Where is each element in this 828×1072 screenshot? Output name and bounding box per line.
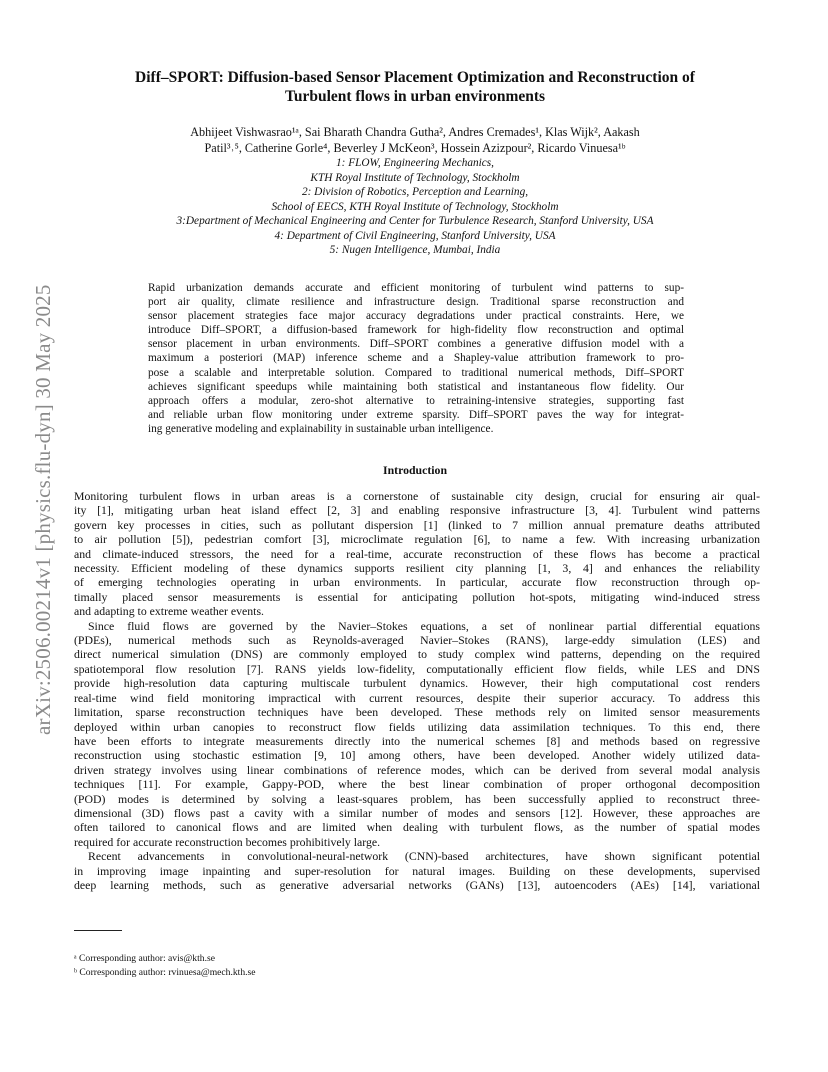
- footnote: ᵃ Corresponding author: avis@kth.se: [74, 953, 215, 964]
- title-line: Turbulent flows in urban environments: [284, 88, 546, 105]
- text-line: have been efforts to integrate measurements directly into the numerical schemes [8] and methods based on regressive: [74, 733, 760, 748]
- text-line: necessity. Efficient modeling of these dynamics supports resilient city planning [1, 3, 4] and enhances the reliability: [74, 561, 760, 576]
- abstract-line: sensor placement in urban environments. Diff–SPORT combines a generative diffusion model with a: [148, 338, 684, 351]
- affiliation-line: 4: Department of Civil Engineering, Stanford University, USA: [274, 229, 556, 242]
- abstract-line: Rapid urbanization demands accurate and efficient monitoring of turbulent wind patterns to sup-: [148, 282, 684, 294]
- title-line: Diff–SPORT: Diffusion-based Sensor Placement Optimization and Reconstruction of: [135, 69, 695, 86]
- author-line: Abhijeet Vishwasrao¹ᵃ, Sai Bharath Chandra Gutha², Andres Cremades¹, Klas Wijk², Aakash: [190, 125, 640, 139]
- footnote: ᵇ Corresponding author: rvinuesa@mech.kth.se: [74, 966, 256, 978]
- affiliation-line: 1: FLOW, Engineering Mechanics,: [335, 157, 495, 169]
- paragraph: [74, 849, 760, 892]
- text-line: timally placed sensor measurements is essential for anticipating pollution hot-spots, mitigating wind-induced stress: [74, 589, 760, 604]
- text-line: driven strategy involves using linear combinations of reference modes, which can be derived from several modal analysis: [74, 762, 760, 777]
- abstract-line: pose a scalable and interpretable solution. Compared to traditional numerical methods, Diff–SPORT: [148, 366, 684, 379]
- affiliations: [92, 156, 738, 258]
- abstract-line: achieves significant speedups while maintaining both statistical and instantaneous flow fidelity. Our: [148, 380, 684, 393]
- text-line: dimensional (3D) flows past a cavity with a similar number of modes and sensors [12]. However, these approaches are: [74, 805, 760, 820]
- text-line: (POD) modes is determined by solving a least-squares problem, has been successfully applied to reconstruct three-: [74, 791, 760, 806]
- text-line: and climate-induced stressors, the need for a real-time, accurate reconstruction of these flows has become a practical: [74, 546, 760, 561]
- text-line: techniques [11]. For example, Gappy-POD, where the best linear combination of proper orthogonal decomposition: [74, 777, 760, 792]
- arxiv-stamp: arXiv:2506.00214v1 [physics.flu-dyn] 30 May 2025: [31, 284, 55, 736]
- text-line: real-time wind field monitoring impractical with current resources, despite their superior accuracy. To address this: [74, 690, 760, 705]
- text-line: required for accurate reconstruction becomes prohibitively large.: [74, 834, 381, 849]
- author-list: [92, 124, 738, 156]
- paragraph: [74, 489, 760, 619]
- affiliation-line: 3:Department of Mechanical Engineering and Center for Turbulence Research, Stanford University, USA: [176, 215, 654, 227]
- text-line: often tailored to canonical flows and are limited when dealing with turbulent flows, as the number of spatial modes: [74, 820, 760, 835]
- abstract-line: and reliable urban flow monitoring under extreme sparsity. Diff–SPORT paves the way for integrat-: [148, 408, 684, 421]
- text-line: Since fluid flows are governed by the Navier–Stokes equations, a set of nonlinear partial differential equations: [88, 618, 760, 633]
- footnote-rule: [74, 930, 122, 931]
- abstract: [148, 281, 684, 436]
- text-line: ity [1], mitigating urban heat island effect [2, 3] and enabling responsive infrastructure [3, 4]. Turbulent wind patterns: [74, 503, 760, 518]
- text-line: to air pollution [5]), pedestrian comfort [3], microclimate regulation [6], to name a few. With increasing urbanization: [74, 532, 760, 547]
- abstract-line: sensor placement strategies face major accuracy degradations under practical constraints. Here, we: [148, 310, 684, 323]
- abstract-line: approach offers a modular, zero-shot alternative to retraining-intensive strategies, supporting fast: [148, 394, 684, 407]
- text-line: limitation, sparse reconstruction techniques have been developed. These methods rely on limited sensor measurements: [74, 705, 760, 720]
- body-text: [74, 489, 760, 892]
- text-line: govern key processes in cities, such as pollutant dispersion [1] (linked to 7 million annual premature deaths attributed: [74, 517, 760, 532]
- abstract-line: port air quality, climate resilience and infrastructure design. Traditional sparse reconstruction and: [148, 296, 684, 309]
- text-line: direct numerical simulation (DNS) are commonly employed to study complex wind patterns, depending on the required: [74, 647, 760, 662]
- text-line: Recent advancements in convolutional-neural-network (CNN)-based architectures, have shown significant potential: [88, 849, 760, 864]
- abstract-line: ing generative modeling and explainability in sustainable urban intelligence.: [148, 422, 494, 435]
- paragraph: [74, 619, 760, 850]
- text-line: in improving image inpainting and super-resolution for natural images. Building on these developments, supervised: [74, 863, 760, 878]
- abstract-line: maximum a posteriori (MAP) inference scheme and a Shapley-value attribution framework to pro-: [148, 352, 684, 365]
- affiliation-line: School of EECS, KTH Royal Institute of Technology, Stockholm: [271, 200, 559, 213]
- text-line: Monitoring turbulent flows in urban areas is a cornerstone of sustainable city design, crucial for ensuring air qual-: [74, 489, 760, 503]
- text-line: spatiotemporal flow resolution [7]. RANS yields low-fidelity, computationally efficient flow fields, while LES and DNS: [74, 661, 760, 676]
- text-line: reconstruction using stochastic estimation [9, 10] among others, have been developed. Another widely utilized data-: [74, 748, 760, 763]
- affiliation-line: 2: Division of Robotics, Perception and Learning,: [301, 186, 529, 198]
- abstract-line: introduce Diff–SPORT, a diffusion-based framework for high-fidelity flow reconstruction and optimal: [148, 324, 684, 337]
- section-heading: Introduction: [382, 463, 448, 477]
- footnotes: [74, 952, 760, 979]
- text-line: and adapting to extreme weather events.: [74, 604, 264, 619]
- text-line: provide high-resolution data capturing multiscale turbulent dynamics. However, their high computational cost renders: [74, 676, 760, 691]
- affiliation-line: KTH Royal Institute of Technology, Stockholm: [310, 171, 520, 184]
- text-line: deployed within urban canopies to reconstruct flow fields utilizing data assimilation techniques. To this end, there: [74, 719, 760, 734]
- text-line: of emerging technologies operating in urban environments. In particular, accurate flow reconstruction through op-: [74, 575, 760, 590]
- text-line: (PDEs), numerical methods such as Reynolds-averaged Navier–Stokes (RANS), large-eddy simulation (LES) and: [74, 633, 760, 648]
- author-line: Patil³˒⁵, Catherine Gorle⁴, Beverley J McKeon³, Hossein Azizpour², Ricardo Vinuesa¹ᵇ: [204, 141, 626, 155]
- text-line: deep learning methods, such as generative adversarial networks (GANs) [13], autoencoders (AEs) [14], variational: [74, 877, 760, 892]
- paper-title: [72, 68, 758, 106]
- affiliation-line: 5: Nugen Intelligence, Mumbai, India: [329, 244, 501, 256]
